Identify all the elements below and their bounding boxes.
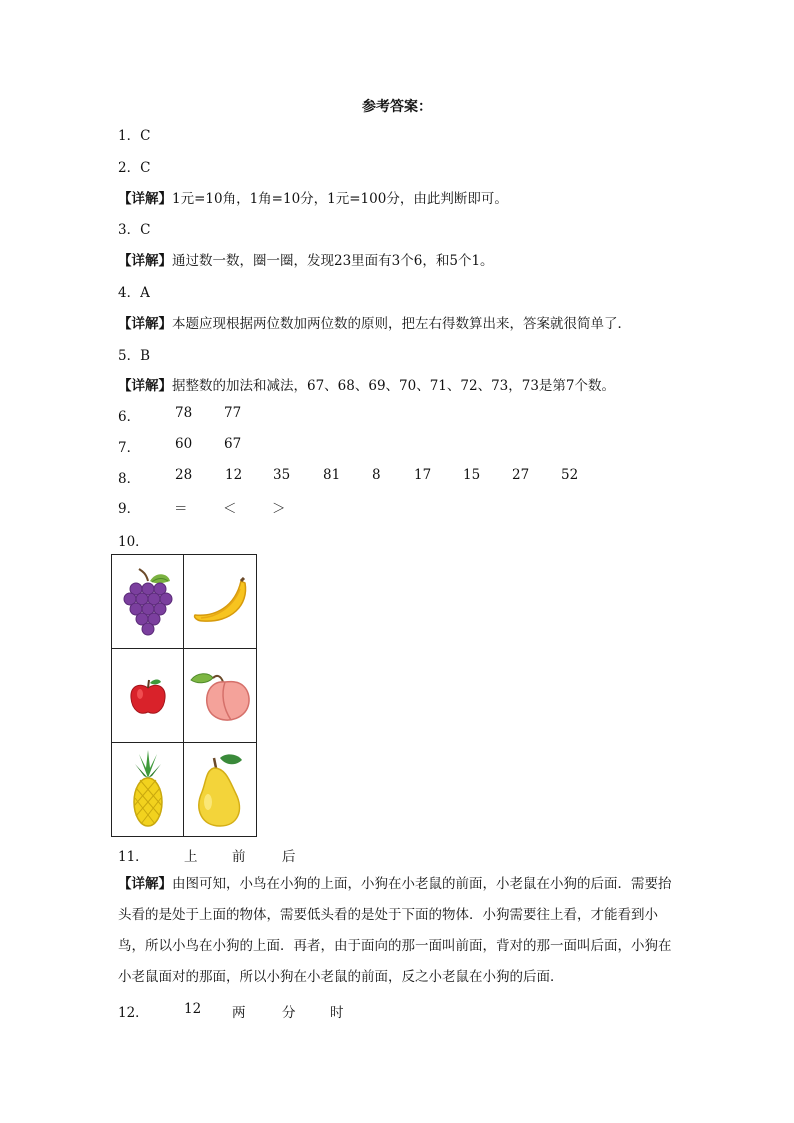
answer-value: 28 [175,467,193,483]
detail-11 [118,869,678,993]
answer-5: 5．B [118,348,151,364]
grid-cell [112,649,184,743]
answer-7 [118,436,678,456]
answer-value: 15 [463,467,481,483]
question-number: 9． [118,501,141,517]
answer-11 [118,845,678,865]
grid-cell [184,649,257,743]
detail-tag: 【详解】 [118,876,172,892]
grid-cell [184,555,257,649]
detail-text: 本题应现根据两位数加两位数的原则，把左右得数算出来，答案就很简单了． [172,316,631,332]
pear-icon [190,752,250,828]
answer-3: 3．C [118,222,151,238]
answer-8 [118,467,678,487]
answer-6 [118,405,678,425]
grapes-icon [122,567,174,637]
detail-tag: 【详解】 [118,378,172,394]
question-number: 11． [118,849,149,865]
detail-tag: 【详解】 [118,191,172,207]
answer-9 [118,497,678,517]
detail-2 [118,187,508,207]
detail-text: 1元=10角，1角=10分，1元=100分，由此判断即可。 [172,191,508,207]
detail-text: 通过数一数，圈一圈，发现23里面有3个6，和5个1。 [172,253,494,269]
detail-3 [118,249,494,269]
answer-value: 分 [282,1005,296,1021]
answer-value: 77 [224,405,242,421]
answer-12 [118,1001,678,1021]
answer-value: 67 [224,436,242,452]
answer-2: 2．C [118,160,151,176]
detail-5 [118,374,615,394]
answer-value: 两 [232,1005,246,1021]
question-number: 8． [118,471,141,487]
answer-value: 12 [225,467,243,483]
answer-value: 上 [184,849,198,865]
banana-icon [191,577,249,627]
question-number: 6． [118,409,141,425]
answer-1: 1．C [118,128,151,144]
answer-10: 10． [118,534,149,550]
answer-value: 8 [372,467,381,483]
detail-text: 由图可知，小鸟在小狗的上面，小狗在小老鼠的前面，小老鼠在小狗的后面．需要抬头看的是处于上面的物体，需要低头看的是处于下面的物体．小狗需要往上看，才能看到小鸟，所以小鸟在小狗的上面．再者，由于面向的那一面叫前面，背对的那一面叫后面，小狗在小老鼠面对的那面，所以小狗在小老鼠的前面，反之小老鼠在小狗的后面． [118,876,672,985]
answer-value: 78 [175,405,193,421]
question-number: 7． [118,440,141,456]
pineapple-icon [131,750,165,830]
question-number: 12． [118,1005,149,1021]
answer-value: ＝ [174,501,188,517]
answer-value: 12 [184,1001,202,1017]
answer-value: 35 [273,467,291,483]
answer-value: 52 [561,467,579,483]
answer-value: 81 [323,467,341,483]
answer-value: 前 [232,849,246,865]
answer-value: 时 [330,1005,344,1021]
detail-text: 据整数的加法和减法，67、68、69、70、71、72、73，73是第7个数。 [172,378,616,394]
answer-value: ＜ [223,501,237,517]
apple-icon [128,676,168,716]
grid-cell [112,743,184,837]
answer-value: ＞ [272,501,286,517]
page-title: 参考答案： [362,99,432,115]
answer-value: 60 [175,436,193,452]
grid-cell [112,555,184,649]
grid-cell [184,743,257,837]
fruit-grid [111,554,257,837]
answer-value: 后 [282,849,296,865]
answer-4: 4．A [118,285,150,301]
answer-value: 27 [512,467,530,483]
peach-icon [187,668,253,724]
detail-tag: 【详解】 [118,253,172,269]
detail-4 [118,312,631,332]
detail-tag: 【详解】 [118,316,172,332]
answer-value: 17 [414,467,432,483]
